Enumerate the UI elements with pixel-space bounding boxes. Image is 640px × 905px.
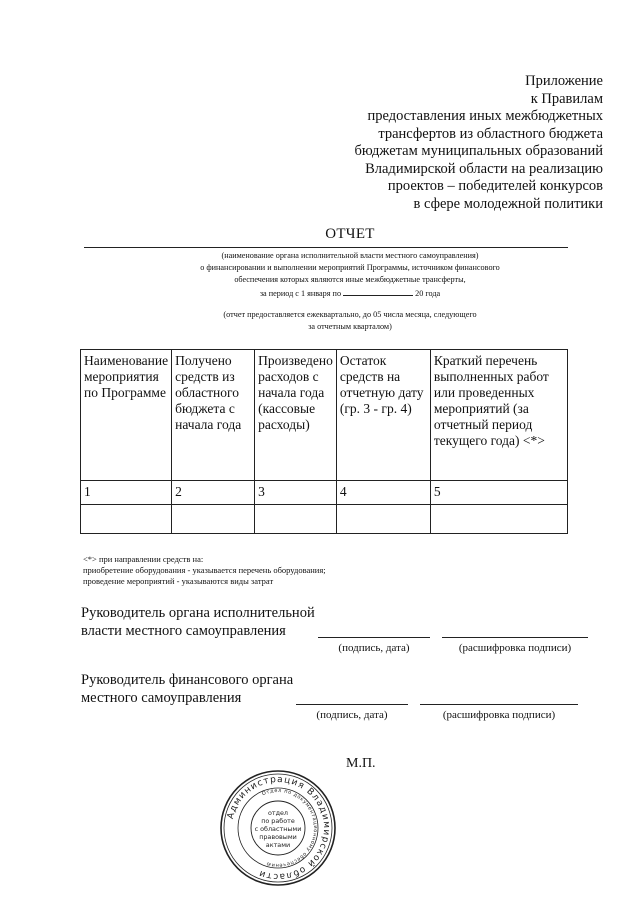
number-cell: 3 <box>255 481 337 505</box>
period-prefix: за период с 1 января по <box>259 289 342 298</box>
head-exec-title: власти местного самоуправления <box>81 623 286 639</box>
submission-note: за отчетным кварталом) <box>308 322 392 331</box>
empty-cell <box>430 505 567 534</box>
header-cell: Произведено расходов с начала года (кассовые расходы) <box>255 350 337 481</box>
appendix-line: трансфертов из областного бюджета <box>378 125 603 142</box>
header-cell: Краткий перечень выполненных работ или проведенных мероприятий (за отчетный период текущего года) <*> <box>430 350 567 481</box>
number-cell: 4 <box>336 481 430 505</box>
period-year: 20 <box>415 289 424 298</box>
appendix-line: в сфере молодежной политики <box>413 195 603 212</box>
stamp-inner-text: Отдел по документационному обеспечению <box>261 787 319 869</box>
signature-line <box>318 637 430 638</box>
report-description: обеспечения которых являются иные межбюджетные трансферты, <box>234 275 466 284</box>
empty-cell <box>172 505 255 534</box>
seal-place-label: М.П. <box>346 756 376 771</box>
appendix-line: Владимирской области на реализацию <box>365 160 603 177</box>
report-description: о финансировании и выполнении мероприятий Программы, источником финансового <box>200 263 500 272</box>
appendix-line: предоставления иных межбюджетных <box>367 108 603 124</box>
empty-cell <box>255 505 337 534</box>
stamp-graphic <box>218 768 338 888</box>
report-title: ОТЧЕТ <box>325 226 375 242</box>
decode-line <box>420 704 578 705</box>
signature-line <box>296 704 408 705</box>
empty-cell <box>336 505 430 534</box>
stamp-outer-text: Администрация Владимирской области <box>225 774 332 882</box>
org-name-line <box>84 247 568 248</box>
sign-date-caption: (подпись, дата) <box>338 642 410 654</box>
stamp-center-line: по работе <box>261 817 295 825</box>
footnote-line: приобретение оборудования - указывается перечень оборудования; <box>83 565 326 575</box>
appendix-line: проектов – победителей конкурсов <box>387 178 603 194</box>
table-number-row <box>81 481 568 505</box>
stamp-center-line: с областными <box>254 825 302 833</box>
number-cell: 1 <box>81 481 172 505</box>
number-cell: 2 <box>172 481 255 505</box>
head-fin-title: местного самоуправления <box>81 690 242 706</box>
report-table <box>80 349 568 534</box>
decode-caption: (расшифровка подписи) <box>442 709 556 721</box>
header-cell: Наименование мероприятия по Программе <box>81 350 172 481</box>
appendix-line: бюджетам муниципальных образований <box>354 143 603 159</box>
empty-cell <box>81 505 172 534</box>
stamp-center-line: отдел <box>267 809 289 817</box>
period-suffix: года <box>425 289 441 298</box>
period-date-blank <box>343 286 413 296</box>
decode-line <box>442 637 588 638</box>
head-fin-title: Руководитель финансового органа <box>81 672 294 688</box>
head-exec-title: Руководитель органа исполнительной <box>81 605 315 621</box>
number-cell: 5 <box>430 481 567 505</box>
stamp-center-line: правовыми <box>259 833 297 841</box>
appendix-header <box>283 73 603 213</box>
stamp-center-line: актами <box>265 841 291 849</box>
decode-caption: (расшифровка подписи) <box>458 642 572 654</box>
org-caption: (наименование органа исполнительной власти местного самоуправления) <box>221 251 479 260</box>
appendix-line: Приложение <box>525 73 603 89</box>
header-cell: Получено средств из областного бюджета с начала года <box>172 350 255 481</box>
footnote-line: <*> при направлении средств на: <box>83 554 204 564</box>
header-cell: Остаток средств на отчетную дату (гр. 3 - гр. 4) <box>336 350 430 481</box>
table-header-row <box>81 350 568 481</box>
submission-note: (отчет предоставляется ежеквартально, до 05 числа месяца, следующего <box>223 310 477 319</box>
footnote-line: проведение мероприятий - указываются виды затрат <box>83 576 274 586</box>
sign-date-caption: (подпись, дата) <box>316 709 388 721</box>
appendix-line: к Правилам <box>530 90 603 107</box>
footnote <box>83 554 326 587</box>
report-period <box>0 286 640 299</box>
table-row <box>81 505 568 534</box>
official-stamp <box>218 768 338 888</box>
